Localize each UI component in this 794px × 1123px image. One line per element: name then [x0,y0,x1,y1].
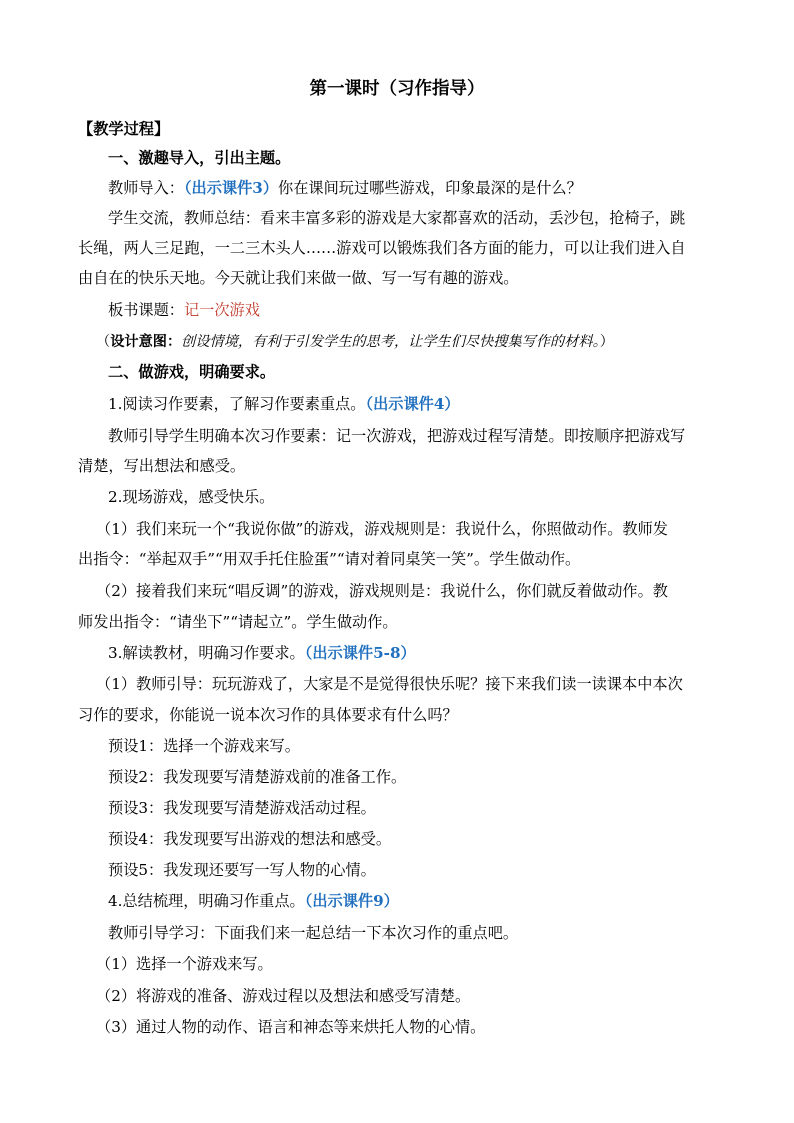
page-title: 第一课时（习作指导） [309,79,485,99]
step-3-line [108,642,724,664]
focus-point: （3）通过人物的动作、语言和神态等来烘托人物的心情。 [96,1018,486,1036]
preset-item: 预设1：选择一个游戏来写。 [108,737,300,755]
summary-line: 由自在的快乐天地。今天就让我们来做一做、写一写有趣的游戏。 [78,269,519,287]
step-1-guide-line: 清楚，写出想法和感受。 [78,457,246,475]
preset-item: 预设4：我发现要写出游戏的想法和感受。 [108,830,392,848]
courseware-reference: （出示课件5-8） [304,644,416,662]
game-2-line: （2）接着我们来玩“唱反调”的游戏，游戏规则是：我说什么，你们就反着做动作。教 [96,582,668,600]
step-4-guide: 教师引导学习：下面我们来一起总结一下本次习作的重点吧。 [108,924,519,942]
game-1-line: 出指令：“举起双手”“用双手托住脸蛋”“请对着同桌笑一笑”。学生做动作。 [78,550,581,568]
courseware-reference: （出示课件9） [304,892,399,910]
courseware-reference: （出示课件3） [183,179,279,197]
board-topic-line [108,299,724,321]
teacher-intro-paragraph [108,177,724,199]
design-intent-close: ） [599,334,614,350]
summary-line: 学生交流，教师总结：看来丰富多彩的游戏是大家都喜欢的活动，丢沙包，抢椅子，跳 [108,209,686,227]
design-intent-note [96,331,724,353]
game-2-line: 师发出指令：“请坐下”“请起立”。学生做动作。 [78,613,398,631]
focus-point: （2）将游戏的准备、游戏过程以及想法和感受写清楚。 [96,987,471,1005]
step-4-text: 4.总结梳理，明确习作重点。 [108,892,305,910]
board-topic-title: 记一次游戏 [183,301,260,319]
design-intent-open: （ [96,334,111,350]
section-1-heading: 一、激趣导入，引出主题。 [108,149,291,167]
step-3-guide-line: （1）教师引导：玩玩游戏了，大家是不是觉得很快乐呢？接下来我们读一读课本中本次 [96,675,683,693]
courseware-reference: （出示课件4） [365,395,460,413]
section-2-heading: 二、做游戏，明确要求。 [108,363,276,381]
design-intent-label: 设计意图： [110,334,182,350]
focus-point: （1）选择一个游戏来写。 [96,955,273,973]
step-4-line [108,890,724,912]
teacher-intro-question: 你在课间玩过哪些游戏，印象最深的是什么？ [278,179,582,197]
teacher-intro-prefix: 教师导入： [108,179,184,197]
step-3-guide-line: 习作的要求，你能说一说本次习作的具体要求有什么吗？ [78,706,458,724]
section-label: 【教学过程】 [78,120,170,138]
preset-item: 预设2：我发现要写清楚游戏前的准备工作。 [108,768,407,786]
step-1-text: 1.阅读习作要素，了解习作要素重点。 [108,395,366,413]
game-1-line: （1）我们来玩一个“我说你做”的游戏，游戏规则是：我说什么，你照做动作。教师发 [96,520,668,538]
step-1-guide-line: 教师引导学生明确本次习作要素：记一次游戏，把游戏过程写清楚。即按顺序把游戏写 [108,427,686,445]
design-intent-text: 创设情境，有利于引发学生的思考，让学生们尽快搜集写作的材料。 [181,334,600,350]
step-2-text: 2.现场游戏，感受快乐。 [108,488,275,506]
step-3-text: 3.解读教材，明确习作要求。 [108,644,305,662]
preset-item: 预设5：我发现还要写一写人物的心情。 [108,861,376,879]
board-topic-prefix: 板书课题： [108,301,184,319]
summary-line: 长绳，两人三足跑，一二三木头人……游戏可以锻炼我们各方面的能力，可以让我们进入自 [78,239,686,257]
preset-item: 预设3：我发现要写清楚游戏活动过程。 [108,799,376,817]
step-1-line [108,393,724,415]
